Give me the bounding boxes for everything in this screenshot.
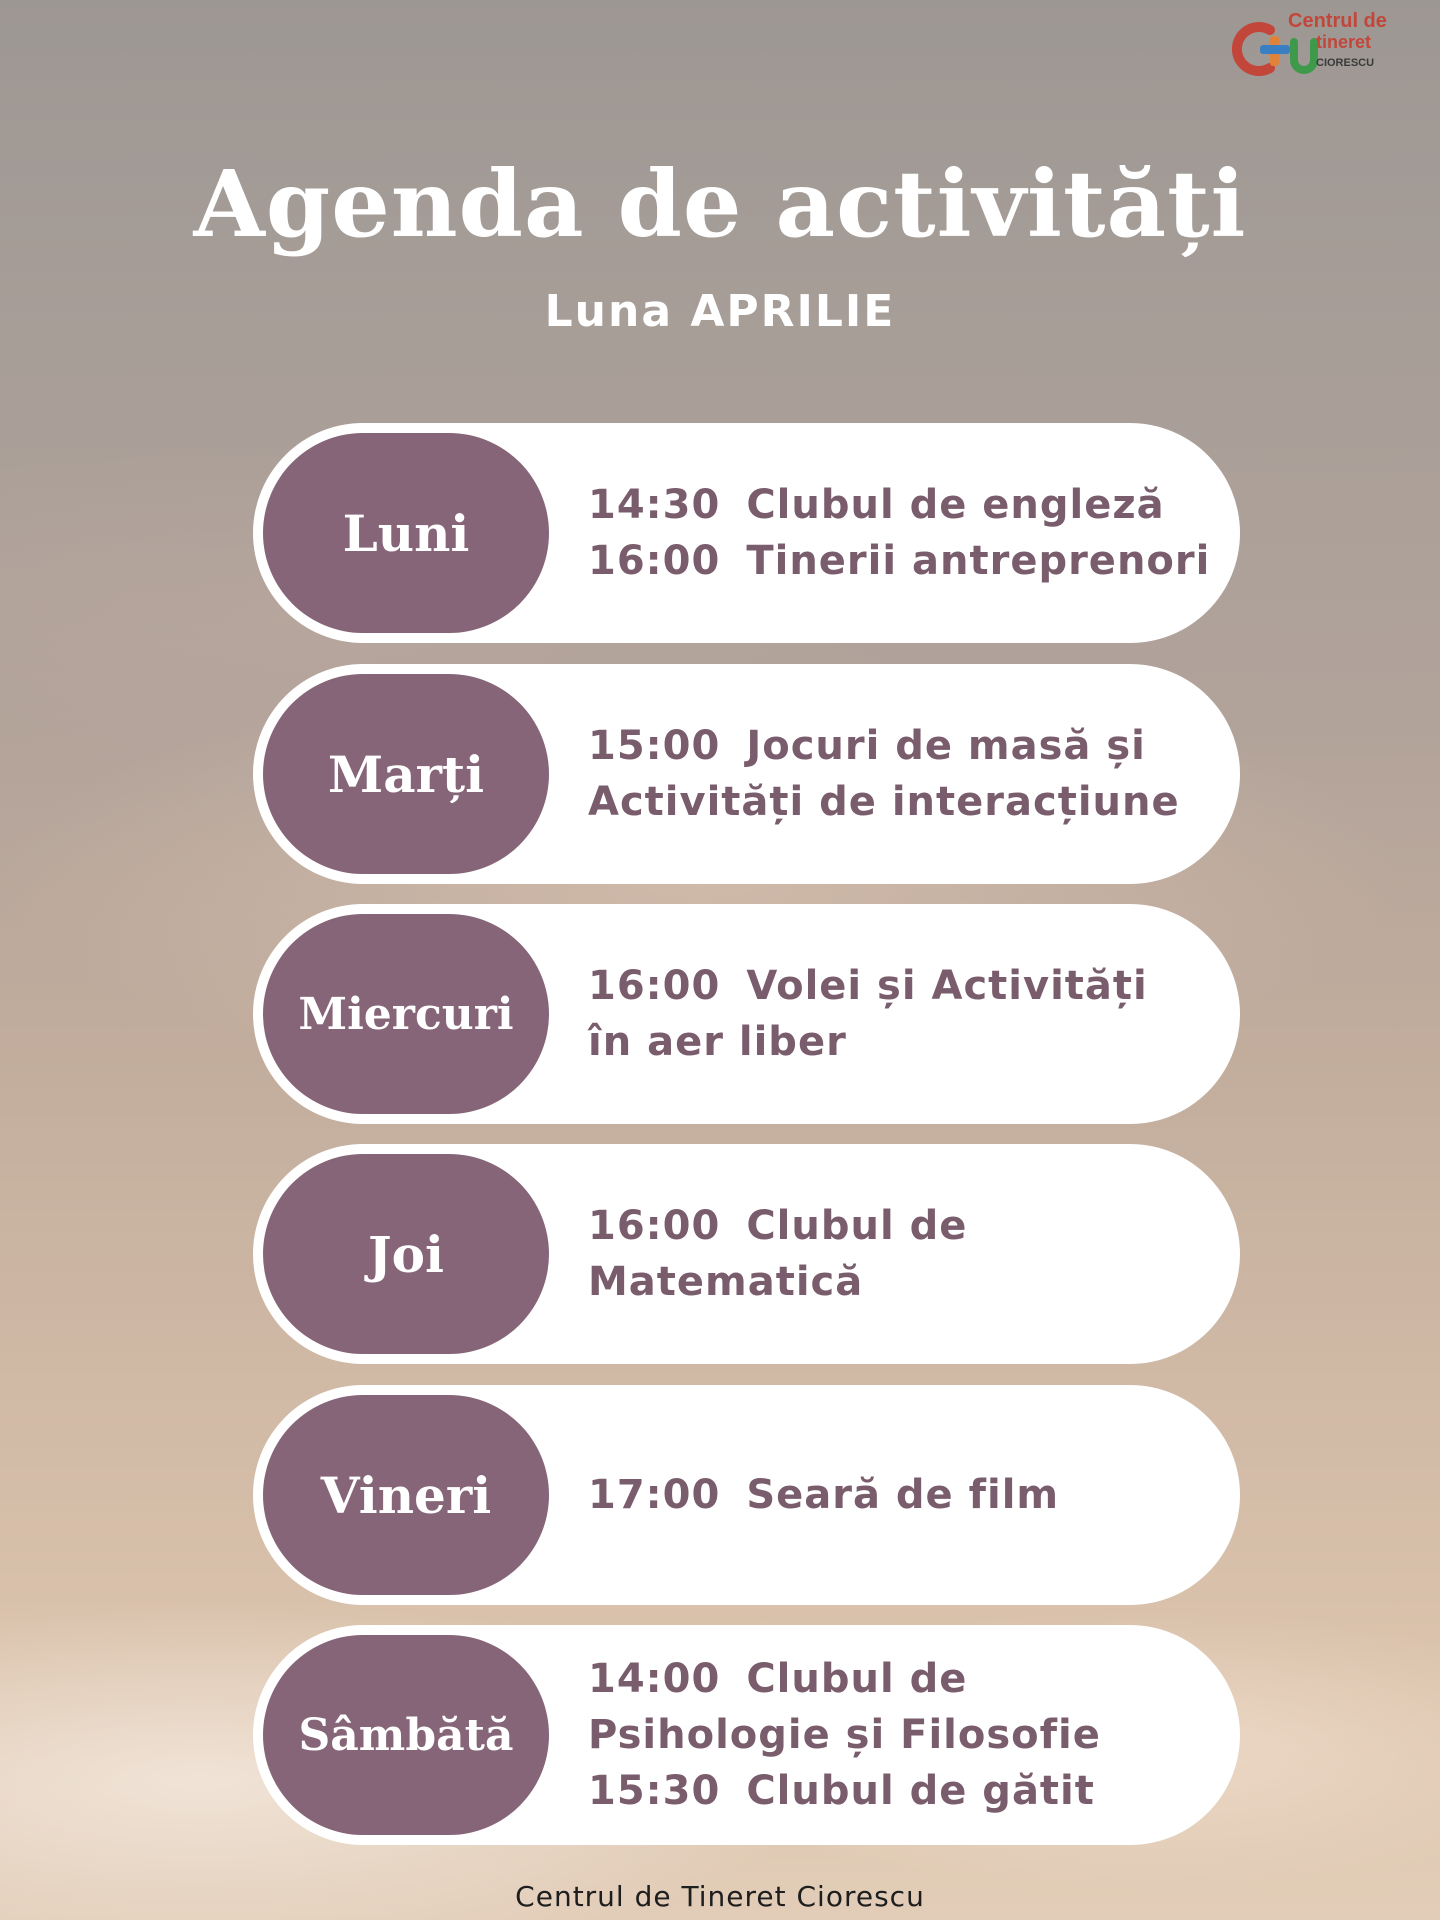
logo-text-line3: CIORESCU [1316,57,1375,69]
schedule-row-miercuri [253,904,1240,1124]
day-label: Joi [263,1154,549,1354]
schedule-row-sambata [253,1625,1240,1845]
activity-name: Clubul de [746,1203,968,1249]
activity-name: Tinerii antreprenori [746,538,1211,584]
activity-line [588,774,1228,830]
activity-name: Clubul de engleză [746,482,1165,528]
activity-name: Clubul de [746,1656,968,1702]
schedule-row-joi [253,1144,1240,1364]
activity-line [588,1707,1228,1763]
activity-time: 16:00 [588,963,721,1009]
activity-list [588,904,1228,1124]
activity-line [588,1763,1228,1819]
activity-list [588,1625,1228,1845]
activity-line [588,1014,1228,1070]
activity-time: 16:00 [588,538,721,584]
day-label: Luni [263,433,549,633]
activity-name: Seară de film [746,1472,1060,1518]
activity-line [588,1651,1228,1707]
page-title: Agenda de activități [193,150,1247,258]
activity-line [588,1198,1228,1254]
day-label: Vineri [263,1395,549,1595]
activity-line [588,958,1228,1014]
activity-name: în aer liber [588,1019,847,1065]
activity-time: 17:00 [588,1472,721,1518]
logo-text-line2: tineret [1316,32,1372,52]
activity-name: Activități de interacțiune [588,779,1180,825]
schedule-row-vineri [253,1385,1240,1605]
day-label: Miercuri [263,914,549,1114]
activity-time: 14:30 [588,482,721,528]
activity-name: Volei și Activități [746,963,1148,1009]
activity-name: Clubul de gătit [746,1768,1095,1814]
activity-name: Matematică [588,1259,864,1305]
activity-name: Jocuri de masă și [746,723,1146,769]
activity-list [588,1385,1228,1605]
activity-list [588,423,1228,643]
schedule-row-marti [253,664,1240,884]
activity-time: 14:00 [588,1656,721,1702]
day-label: Sâmbătă [263,1635,549,1835]
activity-line [588,1254,1228,1310]
activity-line [588,1467,1228,1523]
footer-text: Centrul de Tineret Ciorescu [515,1880,925,1913]
activity-time: 16:00 [588,1203,721,1249]
page-subtitle: Luna APRILIE [544,286,896,337]
activity-time: 15:30 [588,1768,721,1814]
logo [1232,10,1402,82]
logo-text-line1: Centrul de [1288,10,1387,32]
activity-name: Psihologie și Filosofie [588,1712,1101,1758]
day-label: Marți [263,674,549,874]
activity-list [588,664,1228,884]
activity-time: 15:00 [588,723,721,769]
activity-line [588,477,1228,533]
activity-line [588,718,1228,774]
schedule-row-luni [253,423,1240,643]
activity-line [588,533,1228,589]
activity-list [588,1144,1228,1364]
